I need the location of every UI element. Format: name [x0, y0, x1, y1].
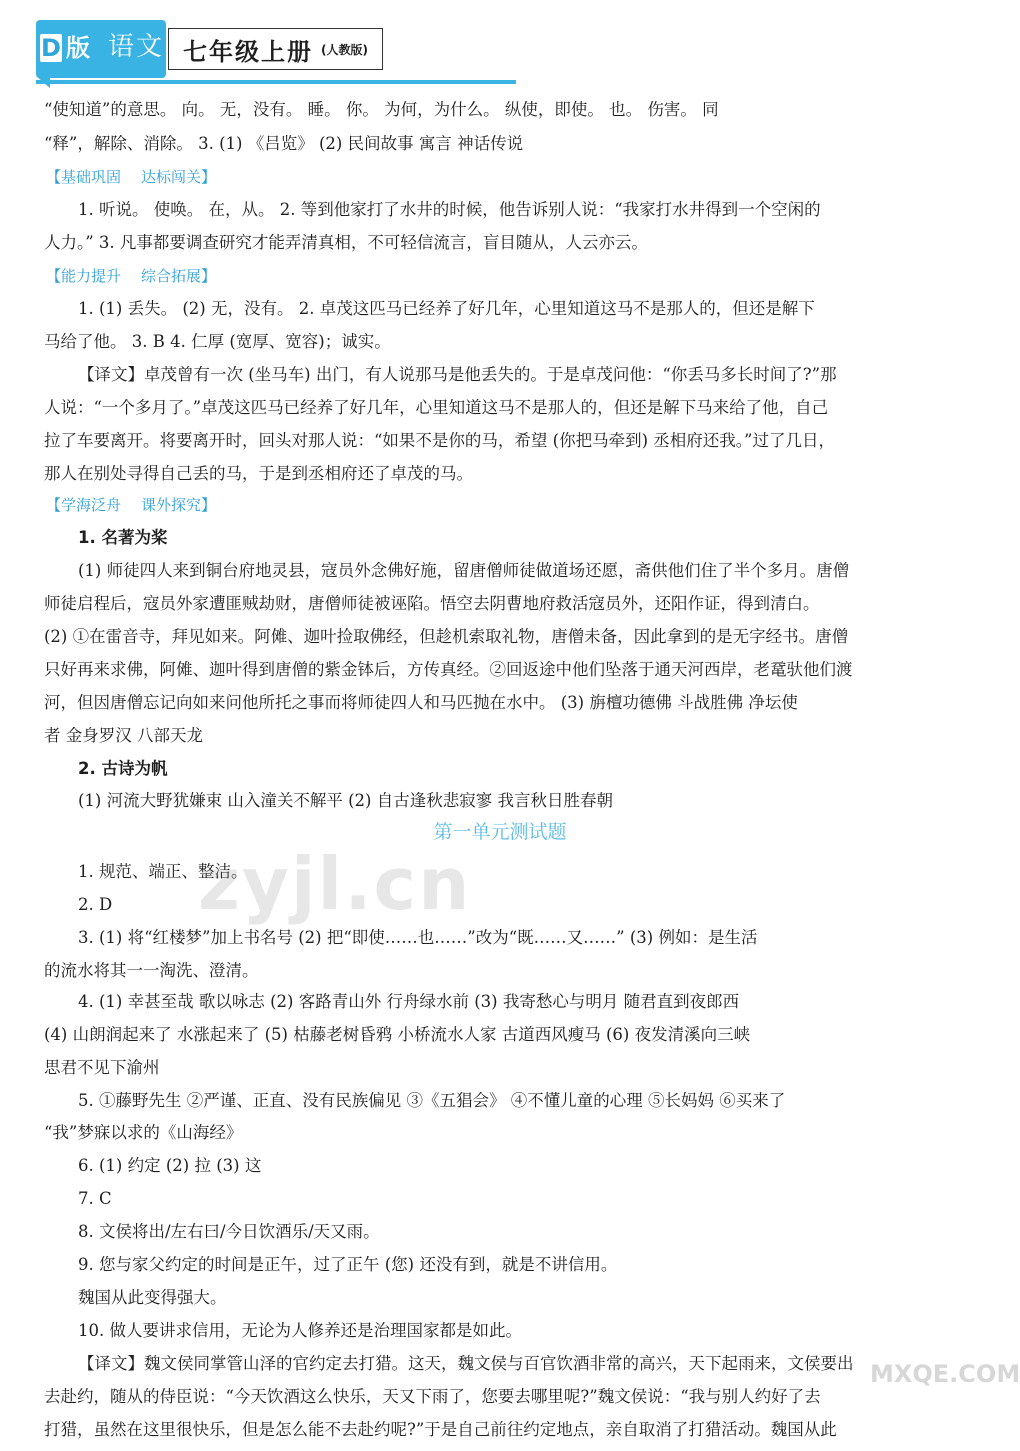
text-line: 5. ①藤野先生 ②严谨、正直、没有民族偏见 ③《五猖会》 ④不懂儿童的心理 ⑤长妈妈 ⑥买来了 [78, 1091, 786, 1110]
section-label-basic [46, 166, 951, 188]
text-line: 9. 您与家父约定的时间是正午，过了正午 (您) 还没有到，就是不讲信用。 [78, 1255, 618, 1274]
text-line: 河，但因唐僧忘记向如来问他所托之事而将师徒四人和马匹抛在水中。 (3) 旃檀功德佛 斗战胜佛 净坛使 [44, 693, 798, 712]
text-line: 那人在别处寻得自己丢的马，于是到丞相府还了卓茂的马。 [44, 464, 473, 483]
text-line: (4) 山朗润起来了 水涨起来了 (5) 枯藤老树昏鸦 小桥流水人家 古道西风瘦马 (6) 夜发清溪向三峡 [44, 1025, 751, 1044]
text-line: 者 金身罗汉 八部天龙 [44, 726, 203, 745]
watermark: zyjl.cn [198, 842, 472, 926]
text-line: 只好再来求佛，阿傩、迦叶得到唐僧的紫金钵后，方传真经。②回返途中他们坠落于通天河西岸，老鼋驮他们渡 [44, 660, 853, 679]
edition-ban: 版 [66, 34, 90, 62]
unit-test-title: 第一单元测试题 [433, 821, 567, 843]
section-label-explore [46, 494, 951, 516]
text-line: 4. (1) 幸甚至哉 歌以咏志 (2) 客路青山外 行舟绿水前 (3) 我寄愁心与明月 随君直到夜郎西 [78, 992, 740, 1011]
text-line: 3. (1) 将“红楼梦”加上书名号 (2) 把“即使……也……”改为“既……又……” (3) 例如：是生活 [78, 928, 758, 947]
text-line: 拉了车要离开。将要离开时，回头对那人说：“如果不是你的马，希望 (你把马牵到) 丞相府还我。”过了几日， [44, 431, 835, 450]
text-line: 的流水将其一一淘洗、澄清。 [44, 961, 259, 980]
text-line: (2) ①在雷音寺，拜见如来。阿傩、迦叶捡取佛经，但趁机索取礼物，唐僧未备，因此拿到的是无字经书。唐僧 [44, 627, 849, 646]
edition-label: (人教版) [321, 42, 368, 57]
text-line: 7. C [78, 1189, 112, 1208]
section-label-part: 课外探究】 [141, 496, 217, 514]
grade-box [168, 28, 383, 70]
text-line: 人说：“一个多月了。”卓茂这匹马已经养了好几年，心里知道这马不是那人的，但还是解下马来给了他，自己 [44, 398, 829, 417]
section-label-part: 达标闯关】 [141, 168, 217, 186]
text-line: “我”梦寐以求的《山海经》 [44, 1123, 243, 1142]
page-header [36, 20, 516, 84]
text-line: 【译文】卓茂曾有一次 (坐马车) 出门，有人说那马是他丢失的。于是卓茂问他：“你丢马多长时间了?”那 [78, 365, 837, 384]
text-line: 1. 规范、端正、整洁。 [78, 862, 248, 881]
text-line: 马给了他。 3. B 4. 仁厚 (宽厚、宽容)；诚实。 [44, 332, 391, 351]
section-label-part: 【学海泛舟 [46, 496, 122, 514]
header-badge [36, 20, 166, 78]
text-line: (1) 河流大野犹嫌束 山入潼关不解平 (2) 自古逢秋悲寂寥 我言秋日胜春朝 [78, 791, 613, 810]
text-line: 思君不见下渝州 [44, 1058, 160, 1077]
text-line: “使知道”的意思。 向。 无，没有。 睡。 你。 为何，为什么。 纵使，即使。 也。 伤害。 同 [44, 100, 719, 119]
section-label-part: 【能力提升 [46, 267, 122, 285]
text-line: 【译文】魏文侯同掌管山泽的官约定去打猎。这天，魏文侯与百官饮酒非常的高兴，天下起雨来，文侯要出 [78, 1354, 854, 1373]
edition-letter: D [41, 34, 61, 62]
watermark-corner: MXQE.COM [870, 1360, 1020, 1388]
text-line: 师徒启程后，寇员外家遭匪贼劫财，唐僧师徒被诬陷。悟空去阴曹地府救活寇员外，还阳作证，得到清白。 [44, 594, 820, 613]
header-underline [36, 80, 516, 84]
text-line: 1. (1) 丢失。 (2) 无，没有。 2. 卓茂这匹马已经养了好几年，心里知道这马不是那人的，但还是解下 [78, 299, 815, 318]
section-label-ability [46, 265, 951, 287]
text-line: “释”，解除、消除。 3. (1) 《吕览》 (2) 民间故事 寓言 神话传说 [44, 134, 524, 153]
section-label-part: 综合拓展】 [141, 267, 217, 285]
text-line: 1. 听说。 使唤。 在，从。 2. 等到他家打了水井的时候，他告诉别人说：“我家打水井得到一个空闲的 [78, 200, 821, 219]
text-line: 2. D [78, 895, 113, 914]
text-line: 魏国从此变得强大。 [78, 1288, 227, 1307]
grade-label: 七年级上册 [183, 36, 313, 66]
section-label-part: 【基础巩固 [46, 168, 122, 186]
text-line: 打猎，虽然在这里很快乐，但是怎么能不去赴约呢?”于是自己前往约定地点，亲自取消了打猎活动。魏国从此 [44, 1420, 837, 1439]
subheading: 2. 古诗为帆 [78, 759, 168, 778]
text-line: 10. 做人要讲求信用，无论为人修养还是治理国家都是如此。 [78, 1321, 522, 1340]
text-line: 人力。” 3. 凡事都要调查研究才能弄清真相，不可轻信流言，盲目随从，人云亦云。 [44, 233, 648, 252]
text-line: 6. (1) 约定 (2) 拉 (3) 这 [78, 1156, 262, 1175]
text-line: (1) 师徒四人来到铜台府地灵县，寇员外念佛好施，留唐僧师徒做道场还愿，斋供他们住了半个多月。唐僧 [78, 561, 850, 580]
subject-label: 语文 [108, 32, 165, 62]
subheading: 1. 名著为桨 [78, 528, 168, 547]
text-line: 8. 文侯将出/左右曰/今日饮酒乐/天又雨。 [78, 1222, 380, 1241]
text-line: 去赴约，随从的侍臣说：“今天饮酒这么快乐，天又下雨了，您要去哪里呢?”魏文侯说：“我与别人约好了去 [44, 1387, 821, 1406]
